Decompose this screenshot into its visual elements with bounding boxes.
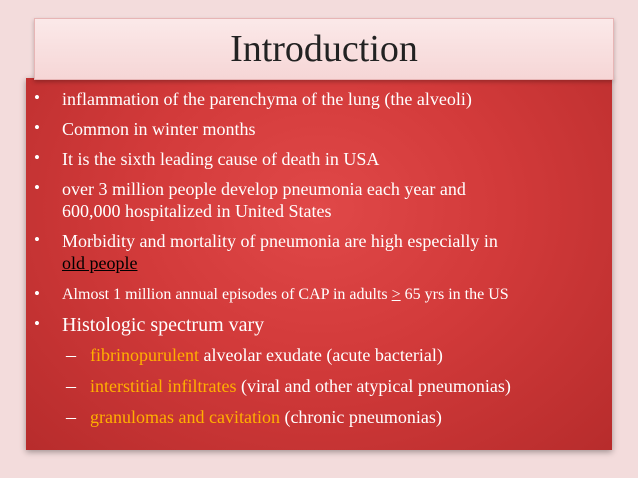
highlight-text: granulomas and cavitation [90, 407, 280, 427]
bullet-text-prefix: Almost 1 million annual episodes of CAP in adults [62, 286, 392, 303]
bullet-marker: • [34, 148, 40, 167]
highlight-text: fibrinopurulent [90, 345, 199, 365]
bullet-marker: • [34, 284, 40, 303]
bullet-text: It is the sixth leading cause of death in USA [62, 149, 380, 169]
bullet-item [34, 118, 608, 140]
bullet-text: Common in winter months [62, 119, 256, 139]
bullet-marker: • [34, 118, 40, 137]
sub-text [90, 406, 608, 428]
sub-text-rest: alveolar exudate (acute bacterial) [198, 345, 443, 365]
bullet-text-line: over 3 million people develop pneumonia each year and [62, 179, 466, 199]
bullet-item [34, 284, 608, 306]
bullet-item [34, 178, 608, 222]
greater-than-symbol: > [391, 286, 401, 303]
bullet-item [34, 148, 608, 170]
sub-marker: – [66, 344, 76, 366]
bullet-text: inflammation of the parenchyma of the lung (the alveoli) [62, 89, 472, 109]
bullet-text [62, 230, 608, 274]
bullet-marker: • [34, 178, 40, 197]
bullet-list [34, 84, 608, 429]
title-box [34, 18, 614, 80]
bullet-text-suffix: 65 yrs in the US [400, 286, 509, 303]
bullet-item [34, 314, 608, 336]
bullet-marker: • [34, 88, 40, 107]
sub-marker: – [66, 375, 76, 397]
sub-item [66, 406, 608, 429]
bullet-text-line: 600,000 hospitalized in United States [62, 201, 332, 221]
sub-text [90, 344, 608, 366]
bullet-text: Histologic spectrum vary [62, 314, 265, 336]
bullet-marker: • [34, 314, 40, 333]
bullet-text-line: Morbidity and mortality of pneumonia are high especially in [62, 231, 498, 251]
sub-item [66, 375, 608, 398]
sub-marker: – [66, 406, 76, 428]
bullet-item [34, 230, 608, 274]
bullet-text [62, 178, 608, 222]
bullet-item [34, 88, 608, 110]
sub-text-rest: (chronic pneumonias) [279, 407, 442, 427]
sub-text [90, 375, 608, 397]
slide-title: Introduction [230, 28, 418, 70]
underlined-text: old people [62, 253, 138, 273]
bullet-text [62, 284, 608, 306]
highlight-text: interstitial infiltrates [90, 376, 237, 396]
sub-item [66, 344, 608, 367]
bullet-marker: • [34, 230, 40, 249]
sub-text-rest: (viral and other atypical pneumonias) [236, 376, 511, 396]
